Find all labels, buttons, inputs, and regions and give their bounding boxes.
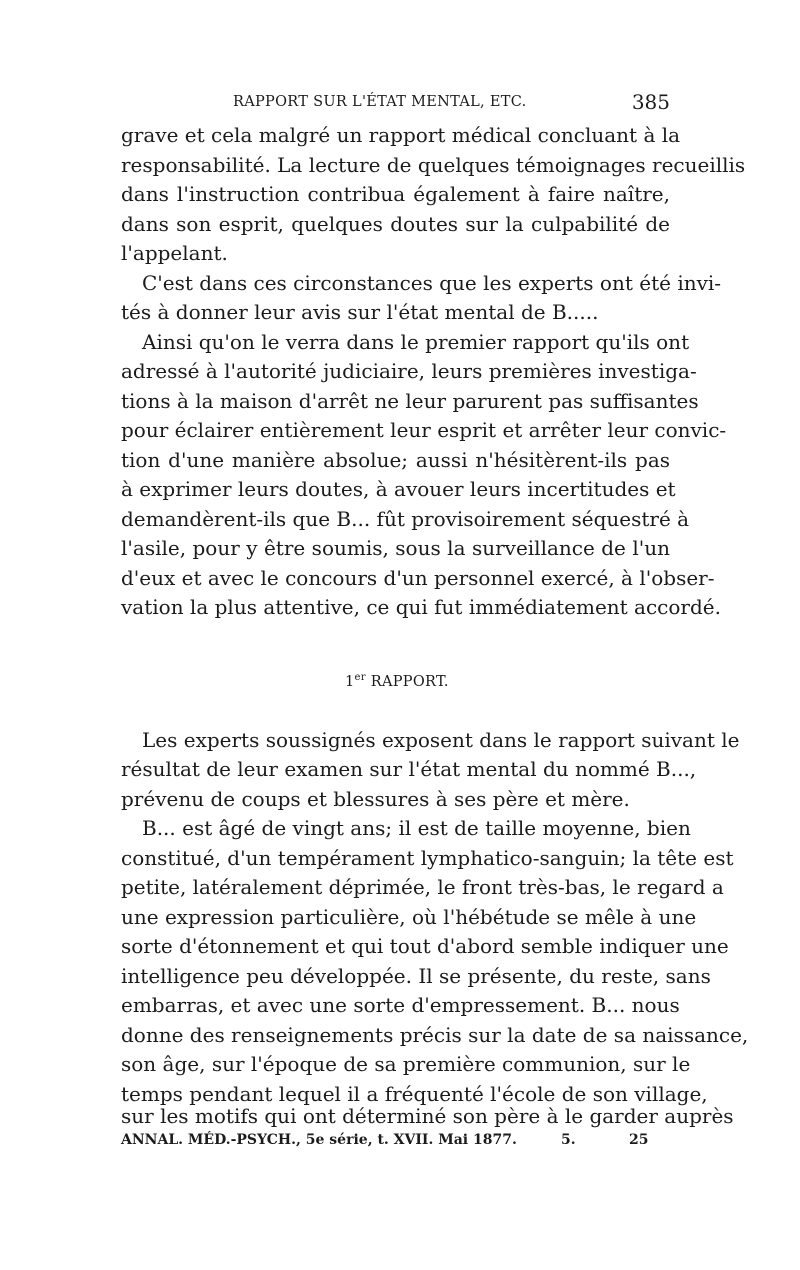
text-line: une expression particulière, où l'hébétude se mêle à une xyxy=(121,905,697,929)
heading-number: 1 xyxy=(345,673,355,690)
running-title: RAPPORT SUR L'ÉTAT MENTAL, ETC. xyxy=(233,94,527,110)
running-header xyxy=(121,90,670,119)
text-line: Ainsi qu'on le verra dans le premier rapport qu'ils ont xyxy=(142,330,690,354)
text-line: sorte d'étonnement et qui tout d'abord semble indiquer une xyxy=(121,934,729,958)
text-line: sur les motifs qui ont déterminé son père à le garder auprès xyxy=(121,1104,734,1128)
text-line: grave et cela malgré un rapport médical concluant à la xyxy=(121,123,681,147)
text-line: dans son esprit, quelques doutes sur la culpabilité de xyxy=(121,212,670,236)
signature-mark: 5. xyxy=(561,1132,576,1148)
page-footer xyxy=(121,1132,655,1154)
text-line: embarras, et avec une sorte d'empressement. B... nous xyxy=(121,993,680,1017)
text-line: pour éclairer entièrement leur esprit et arrêter leur convic- xyxy=(121,418,727,442)
text-line: demandèrent-ils que B... fût provisoirement séquestré à xyxy=(121,507,690,531)
text-line: temps pendant lequel il a fréquenté l'école de son village, xyxy=(121,1082,708,1106)
text-line: tions à la maison d'arrêt ne leur parurent pas suffisantes xyxy=(121,389,699,413)
text-line: l'appelant. xyxy=(121,241,228,265)
text-line: tés à donner leur avis sur l'état mental de B..... xyxy=(121,300,599,324)
text-line: petite, latéralement déprimée, le front très-bas, le regard a xyxy=(121,875,724,899)
sheet-number: 25 xyxy=(629,1132,649,1148)
text-line: donne des renseignements précis sur la date de sa naissance, xyxy=(121,1023,749,1047)
text-line: tion d'une manière absolue; aussi n'hésitèrent-ils pas xyxy=(121,448,670,472)
text-line: l'asile, pour y être soumis, sous la surveillance de l'un xyxy=(121,536,670,560)
text-line: adressé à l'autorité judiciaire, leurs premières investiga- xyxy=(121,359,697,383)
heading-label: RAPPORT. xyxy=(370,673,449,690)
text-line: prévenu de coups et blessures à ses père et mère. xyxy=(121,787,630,811)
text-line: constitué, d'un tempérament lymphatico-sanguin; la tête est xyxy=(121,846,734,870)
text-line: Les experts soussignés exposent dans le rapport suivant le xyxy=(142,728,740,752)
text-line: C'est dans ces circonstances que les experts ont été invi- xyxy=(142,271,722,295)
text-line: résultat de leur examen sur l'état mental du nommé B..., xyxy=(121,757,697,781)
text-line: dans l'instruction contribua également à faire naître, xyxy=(121,182,670,206)
text-line: vation la plus attentive, ce qui fut immédiatement accordé. xyxy=(121,595,721,619)
text-line: responsabilité. La lecture de quelques témoignages recueillis xyxy=(121,153,746,177)
text-line: son âge, sur l'époque de sa première communion, sur le xyxy=(121,1052,691,1076)
section-heading xyxy=(345,672,449,690)
text-line: d'eux et avec le concours d'un personnel exercé, à l'obser- xyxy=(121,566,715,590)
text-line: intelligence peu développée. Il se présente, du reste, sans xyxy=(121,964,711,988)
heading-ordinal: er xyxy=(354,672,366,683)
text-line: à exprimer leurs doutes, à avouer leurs incertitudes et xyxy=(121,477,676,501)
journal-reference: ANNAL. MÉD.-PSYCH., 5e série, t. XVII. Mai 1877. xyxy=(121,1132,517,1148)
page-number: 385 xyxy=(631,90,670,114)
text-line: B... est âgé de vingt ans; il est de taille moyenne, bien xyxy=(142,816,691,840)
